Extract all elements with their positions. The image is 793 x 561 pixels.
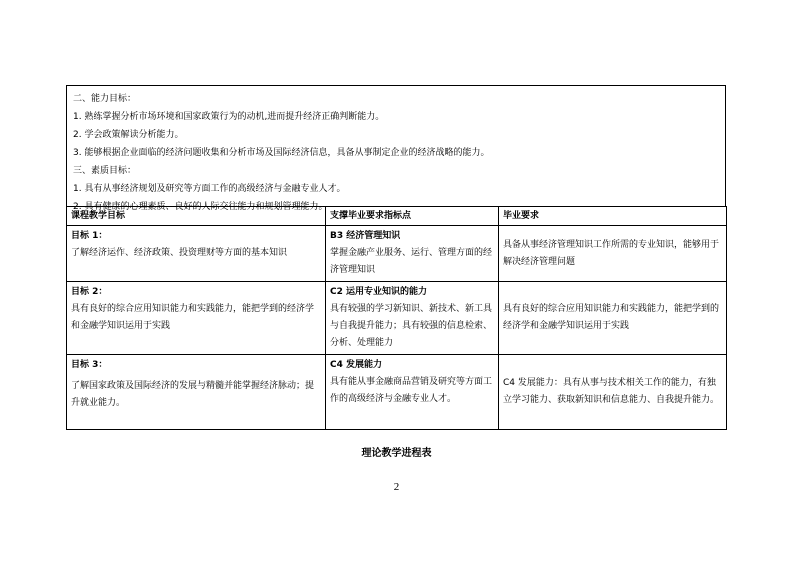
- support-title: C2 运用专业知识的能力: [330, 287, 428, 297]
- support-title: B3 经济管理知识: [330, 231, 401, 241]
- requirement-cell: [499, 355, 727, 430]
- page-number: 2: [393, 481, 400, 493]
- header-course-goal: 课程教学目标: [67, 207, 326, 226]
- table-row: [67, 226, 727, 282]
- requirement-cell: [499, 226, 727, 282]
- ability-item-1: 1. 熟练掌握分析市场环境和国家政策行为的动机,进而提升经济正确判断能力。: [73, 112, 385, 122]
- goal-cell: [67, 282, 326, 355]
- requirement-text: 具有良好的综合应用知识能力和实践能力，能把学到的经济学和金融学知识运用于实践: [503, 304, 720, 331]
- quality-heading: 三、素质目标：: [73, 166, 137, 176]
- support-cell: [326, 282, 499, 355]
- requirement-text: C4 发展能力：具有从事与技术相关工作的能力，有独立学习能力、获取新知识和信息能力、自我提升能力。: [503, 378, 720, 405]
- table-header-row: [67, 207, 727, 226]
- header-graduation-requirement: 毕业要求: [499, 207, 727, 226]
- support-text: 具有较强的学习新知识、新技术、新工具与自我提升能力；具有较强的信息检索、分析、处理能力: [330, 304, 493, 348]
- requirement-cell: [499, 282, 727, 355]
- support-cell: [326, 226, 499, 282]
- goal-title: 目标 3：: [71, 360, 108, 370]
- ability-item-3: 3. 能够根据企业面临的经济问题收集和分析市场及国际经济信息，具备从事制定企业的经济战略的能力。: [73, 148, 490, 158]
- ability-heading: 二、能力目标：: [73, 94, 137, 104]
- goal-text: 了解经济运作、经济政策、投资理财等方面的基本知识: [71, 248, 288, 258]
- quality-item-2: 2. 具有健康的心理素质、良好的人际交往能力和规划管理能力。: [73, 202, 328, 212]
- goal-cell: [67, 226, 326, 282]
- section-title: 理论教学进程表: [361, 448, 432, 459]
- goals-table: [66, 206, 727, 430]
- requirement-text: 具备从事经济管理知识工作所需的专业知识，能够用于解决经济管理问题: [503, 239, 720, 267]
- goal-title: 目标 2：: [71, 287, 108, 297]
- support-text: 具有能从事金融商品营销及研究等方面工作的高级经济与金融专业人才。: [330, 377, 493, 404]
- table-row: [67, 355, 727, 430]
- goal-text: 了解国家政策及国际经济的发展与精髓并能掌握经济脉动；提升就业能力。: [71, 381, 315, 408]
- goal-cell: [67, 355, 326, 430]
- support-text: 掌握金融产业服务、运行、管理方面的经济管理知识: [330, 248, 493, 275]
- goal-title: 目标 1：: [71, 231, 108, 241]
- support-title: C4 发展能力: [330, 360, 383, 370]
- table-row: [67, 282, 727, 355]
- support-cell: [326, 355, 499, 430]
- goal-text: 具有良好的综合应用知识能力和实践能力，能把学到的经济学和金融学知识运用于实践: [71, 304, 315, 331]
- quality-item-1: 1. 具有从事经济规划及研究等方面工作的高级经济与金融专业人才。: [73, 184, 346, 194]
- header-support-indicator: 支撑毕业要求指标点: [326, 207, 499, 226]
- ability-item-2: 2. 学会政策解读分析能力。: [73, 130, 184, 140]
- objectives-box: [66, 85, 726, 212]
